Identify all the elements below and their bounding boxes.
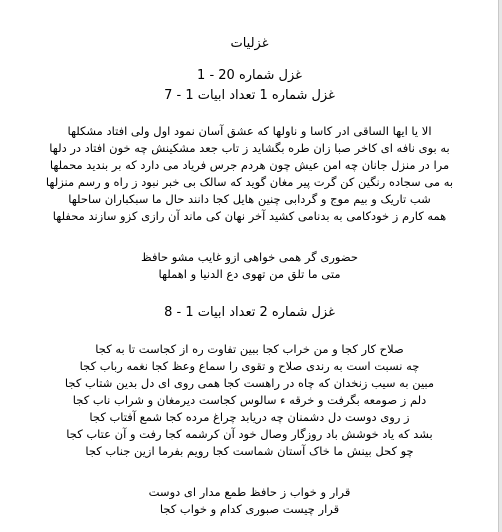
ghazal-2-closing-line: قرار و خواب ز حافظ طمع مدار ای دوست	[148, 485, 351, 499]
ghazal-2-heading: غزل شماره 2 تعداد ابیات 1 - 8	[164, 305, 335, 320]
ghazal-2-verse: ز روی دوست دل دشمنان چه دریابد چراغ مرده کجا شمع آفتاب کجا	[89, 410, 410, 424]
ghazal-1-verse: همه کارم ز خودکامی به بدنامی کشید آخر نهان کی ماند آن رازی کزو سازند محفلها	[52, 209, 447, 223]
ghazal-1-verse: به می سجاده رنگین کن گرت پیر مغان گوید که سالک بی خبر نبود ز راه و رسم منزلها	[45, 175, 454, 189]
ghazal-1-subheading: غزل شماره 1 تعداد ابیات 1 - 7	[164, 88, 335, 103]
ghazal-2-closing-line: قرار چیست صبوری کدام و خواب کجا	[159, 502, 340, 516]
ghazal-1-closing-line: متی ما تلق من تهوی دع الدنیا و اهملها	[158, 267, 341, 281]
ghazal-2-verse: صلاح کار کجا و من خراب کجا ببین تفاوت ره از کجاست تا به کجا	[95, 342, 404, 356]
ghazal-1-heading: غزل شماره 20 - 1	[197, 68, 302, 83]
ghazal-1-verse: الا یا ایها الساقی ادر کاسا و ناولها که عشق آسان نمود اول ولی افتاد مشکلها	[67, 124, 432, 138]
ghazal-1-closing-line: حضوری گر همی خواهی ازو غایب مشو حافظ	[141, 250, 358, 264]
document-title: غزلیات	[230, 36, 269, 51]
ghazal-1-verse: مرا در منزل جانان چه امن عیش چون هردم جرس فریاد می دارد که بر بندید محملها	[49, 158, 450, 172]
ghazal-2-verse: بشد که یاد خوشش باد روزگار وصال خود آن کرشمه کجا رفت و آن عتاب کجا	[66, 427, 433, 441]
ghazal-2-verse: مبین به سیب زنخدان که چاه در راهست کجا همی روی ای دل بدین شتاب کجا	[64, 376, 435, 390]
ghazal-1-verse: شب تاریک و بیم موج و گردابی چنین هایل کجا دانند حال ما سبکباران ساحلها	[68, 192, 431, 206]
ghazal-1-verse: به بوی نافه ای کاخر صبا زان طره بگشاید ز تاب جعد مشکینش چه خون افتاد در دلها	[49, 141, 450, 155]
ghazal-2-verse: دلم ز صومعه بگرفت و خرقه ء سالوس کجاست دیرمغان و شراب ناب کجا	[72, 393, 427, 407]
ghazal-2-verse: چه نسبت است به رندی صلاح و تقوی را سماع وعظ کجا نغمه رباب کجا	[79, 359, 420, 373]
ghazal-2-verse: چو کحل بینش ما خاک آستان شماست کجا رویم بفرما ازین جناب کجا	[85, 444, 414, 458]
